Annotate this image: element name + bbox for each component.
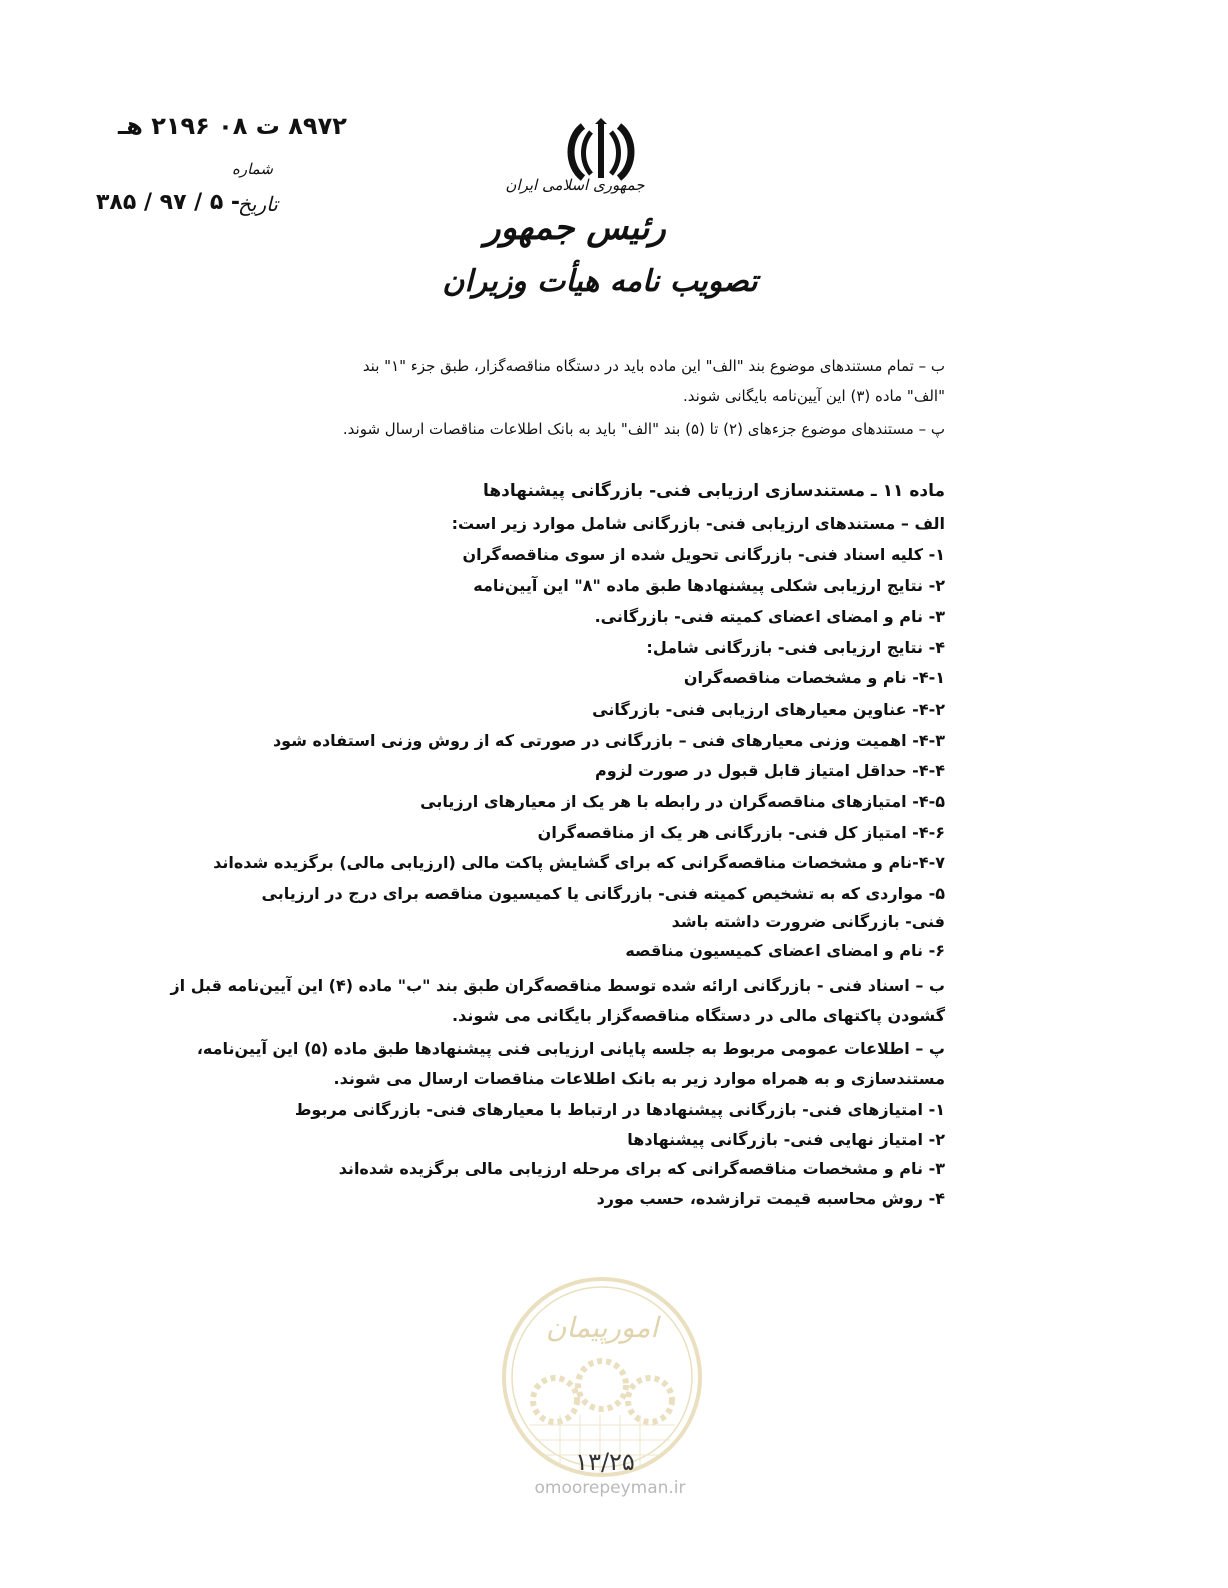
list-item: ۱- کلیه اسناد فنی- بازرگانی تحویل شده از سوی مناقصه‌گران bbox=[462, 545, 945, 564]
list-item: ۴-۴- حداقل امتیاز قابل قبول در صورت لزوم bbox=[594, 761, 945, 780]
list-item: ۴-۷-نام و مشخصات مناقصه‌گرانی که برای گشایش پاکت مالی (ارزیابی مالی) برگزیده شده‌اند bbox=[213, 853, 945, 872]
resolution-title: تصویب نامه هیأت وزیران bbox=[442, 264, 758, 299]
website-watermark: omoorepeyman.ir bbox=[534, 1478, 686, 1498]
section-a-heading: الف – مستندهای ارزیابی فنی- بازرگانی شامل موارد زیر است: bbox=[451, 514, 945, 533]
list-item: ۴-۲- عناوین معیارهای ارزیابی فنی- بازرگانی bbox=[592, 700, 945, 719]
page-number: ۱۳/۲۵ bbox=[575, 1448, 635, 1476]
list-item: فنی- بازرگانی ضرورت داشته باشد bbox=[671, 912, 945, 931]
number-label: شماره bbox=[232, 160, 273, 178]
intro-line: "الف" ماده (۳) این آیین‌نامه بایگانی شوند. bbox=[682, 387, 945, 405]
list-item: ۵- مواردی که به تشخیص کمیته فنی- بازرگانی یا کمیسیون مناقصه برای درج در ارزیابی bbox=[261, 884, 945, 903]
country-name: جمهوری اسلامی ایران bbox=[505, 176, 645, 194]
sub-item: ۲- امتیاز نهایی فنی- بازرگانی پیشنهادها bbox=[627, 1130, 945, 1149]
office-title: رئیس جمهور bbox=[484, 208, 666, 248]
section-p-line: مستندسازی و به همراه موارد زیر به بانک اطلاعات مناقصات ارسال می شوند. bbox=[333, 1069, 945, 1088]
section-p-line: پ – اطلاعات عمومی مربوط به جلسه پایانی ارزیابی فنی پیشنهادها طبق ماده (۵) این آیین‌نامه، bbox=[196, 1039, 945, 1058]
article-title: ماده ۱۱ ـ مستندسازی ارزیابی فنی- بازرگانی پیشنهادها bbox=[482, 481, 945, 501]
section-b-line: ب – اسناد فنی - بازرگانی ارائه شده توسط مناقصه‌گران طبق بند "ب" ماده (۴) این آیین‌نامه قبل از bbox=[170, 976, 945, 995]
reference-number: ۸۹۷۲ ت ۰۸ ۲۱۹۶ هـ bbox=[118, 112, 347, 140]
list-item: ۴-۵- امتیازهای مناقصه‌گران در رابطه با هر یک از معیارهای ارزیابی bbox=[420, 792, 945, 811]
intro-line: پ – مستندهای موضوع جزءهای (۲) تا (۵) بند "الف" باید به بانک اطلاعات مناقصات ارسال شوند. bbox=[342, 420, 945, 438]
list-item: ۴- نتایج ارزیابی فنی- بازرگانی شامل: bbox=[646, 638, 945, 657]
sub-item: ۱- امتیازهای فنی- بازرگانی پیشنهادها در ارتباط با معیارهای فنی- بازرگانی مربوط bbox=[294, 1100, 945, 1119]
date-label: تاریخ bbox=[238, 192, 278, 216]
list-item: ۴-۳- اهمیت وزنی معیارهای فنی – بازرگانی در صورتی که از روش وزنی استفاده شود bbox=[272, 731, 945, 750]
list-item: ۲- نتایج ارزیابی شکلی پیشنهادها طبق ماده "۸" این آیین‌نامه bbox=[473, 576, 945, 595]
list-item: ۴-۱- نام و مشخصات مناقصه‌گران bbox=[683, 668, 945, 687]
date-value: ۳۸۵ / ۹۷ / ۵ - bbox=[96, 190, 241, 215]
section-b-line: گشودن پاکتهای مالی در دستگاه مناقصه‌گزار بایگانی می شوند. bbox=[452, 1006, 945, 1025]
list-item: ۳- نام و امضای اعضای کمیته فنی- بازرگانی. bbox=[594, 607, 945, 626]
svg-text:امورپیمان: امورپیمان bbox=[545, 1311, 659, 1344]
list-item: ۶- نام و امضای اعضای کمیسیون مناقصه bbox=[625, 941, 945, 960]
list-item: ۴-۶- امتیاز کل فنی- بازرگانی هر یک از مناقصه‌گران bbox=[537, 823, 945, 842]
sub-item: ۳- نام و مشخصات مناقصه‌گرانی که برای مرحله ارزیابی مالی برگزیده شده‌اند bbox=[338, 1159, 945, 1178]
sub-item: ۴- روش محاسبه قیمت ترازشده، حسب مورد bbox=[596, 1189, 945, 1208]
intro-line: ب – تمام مستندهای موضوع بند "الف" این ماده باید در دستگاه مناقصه‌گزار، طبق جزء "۱" بند bbox=[362, 357, 945, 375]
